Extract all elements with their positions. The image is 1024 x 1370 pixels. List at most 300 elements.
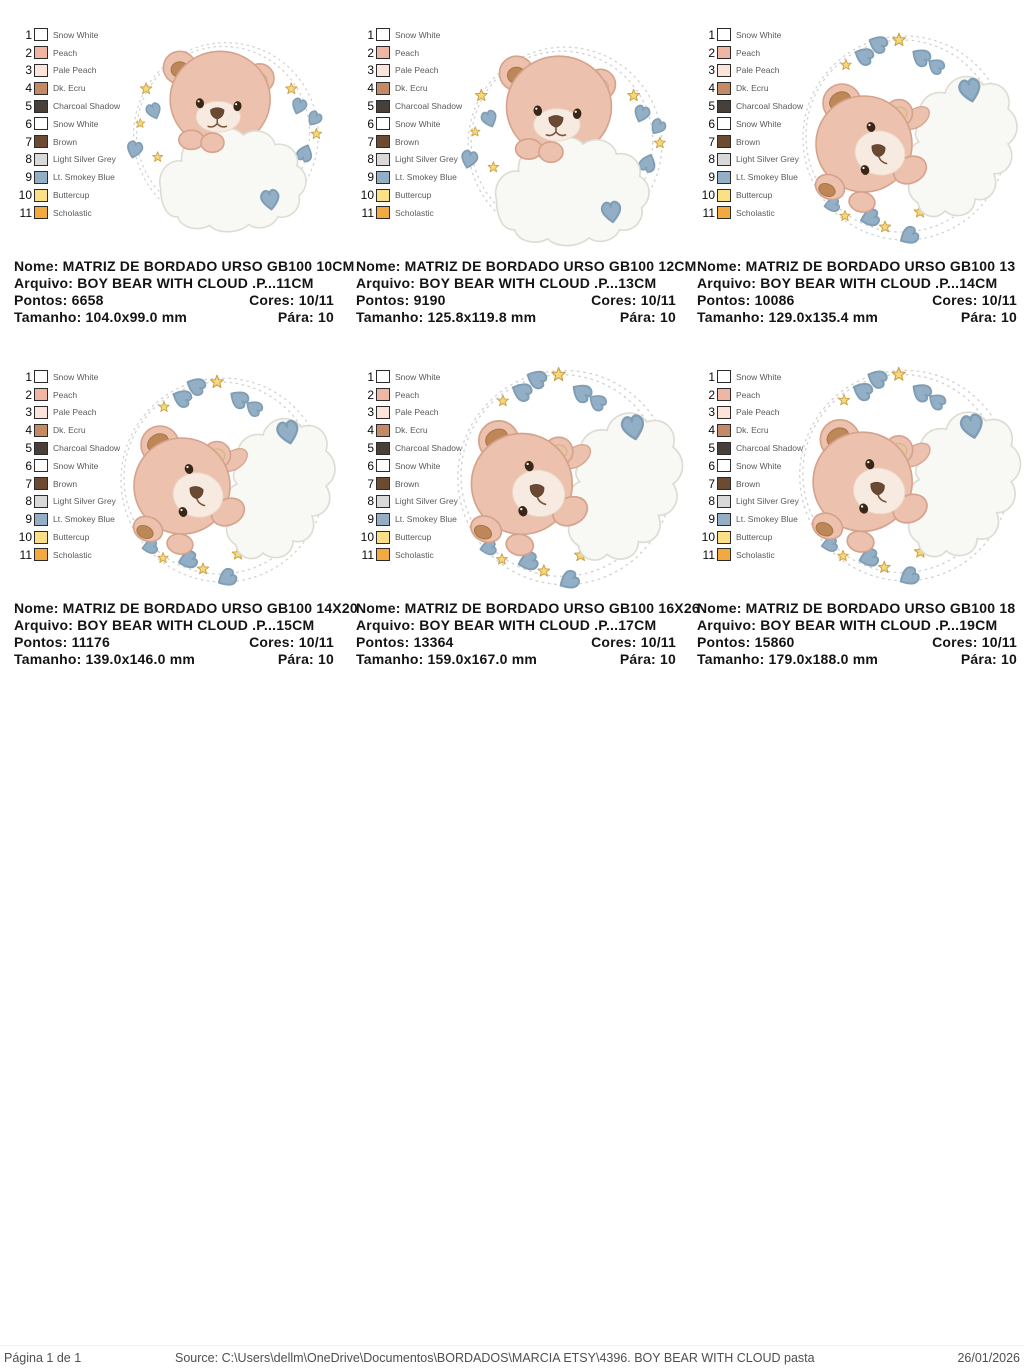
design-size <box>356 309 536 326</box>
thread-color-name: Peach <box>395 389 420 400</box>
thread-number: 9 <box>708 170 715 185</box>
thread-color-name: Light Silver Grey <box>736 496 799 507</box>
thread-color-name: Lt. Smokey Blue <box>395 514 457 525</box>
stop-count <box>278 651 334 668</box>
stitch-count <box>14 634 110 651</box>
thread-color-swatch <box>717 495 731 508</box>
thread-color-name: Lt. Smokey Blue <box>53 514 115 525</box>
pontos-value: 11176 <box>71 634 110 650</box>
thread-color-swatch <box>717 442 731 455</box>
thread-color-swatch <box>717 424 731 437</box>
stop-count <box>961 651 1017 668</box>
thread-color-name: Snow White <box>53 118 99 129</box>
arquivo-label: Arquivo: <box>697 275 757 291</box>
thread-color-name: Scholastic <box>53 207 92 218</box>
stitch-count <box>356 292 446 309</box>
thread-color-swatch <box>376 388 390 401</box>
thread-color-swatch <box>34 388 48 401</box>
thread-color-name: Buttercup <box>736 532 773 543</box>
thread-color-name: Dk. Ecru <box>736 425 769 436</box>
nome-label: Nome: <box>356 258 401 274</box>
thread-color-name: Snow White <box>736 460 782 471</box>
stitch-count <box>356 634 454 651</box>
size-stop-line <box>14 309 334 326</box>
file-name: BOY BEAR WITH CLOUD .P...11CM <box>77 275 314 291</box>
thread-number: 5 <box>708 99 715 114</box>
thread-color-swatch <box>34 206 48 219</box>
thread-number: 10 <box>360 530 374 545</box>
para-label: Pára: <box>277 309 314 325</box>
thread-color-swatch <box>717 548 731 561</box>
thread-color-name: Scholastic <box>736 549 775 560</box>
design-metadata <box>697 600 1017 668</box>
design-size <box>14 309 187 326</box>
file-name-line <box>697 617 1017 634</box>
embroidery-preview <box>788 360 1024 587</box>
cores-label: Cores: <box>591 634 637 650</box>
file-name-line <box>14 275 334 292</box>
cores-value: 10/11 <box>640 634 676 650</box>
thread-number: 1 <box>367 369 374 384</box>
design-size <box>356 651 537 668</box>
thread-color-swatch <box>376 424 390 437</box>
thread-number: 6 <box>708 116 715 131</box>
thread-number: 8 <box>708 494 715 509</box>
thread-number: 3 <box>708 405 715 420</box>
thread-number: 4 <box>367 81 374 96</box>
thread-color-name: Lt. Smokey Blue <box>736 514 798 525</box>
thread-color-name: Charcoal Shadow <box>395 443 463 454</box>
thread-color-swatch <box>34 82 48 95</box>
stitch-count <box>697 292 795 309</box>
thread-color-name: Peach <box>736 389 761 400</box>
design-metadata <box>356 258 697 326</box>
design-name: MATRIZ DE BORDADO URSO GB100 12CM <box>404 258 697 274</box>
thread-number: 3 <box>25 63 32 78</box>
cores-value: 10/11 <box>981 634 1017 650</box>
thread-color-swatch <box>717 189 731 202</box>
thread-number: 7 <box>367 476 374 491</box>
thread-color-swatch <box>717 153 731 166</box>
thread-color-swatch <box>376 153 390 166</box>
tamanho-label: Tamanho: <box>14 309 82 325</box>
thread-color-swatch <box>34 64 48 77</box>
thread-number: 8 <box>367 494 374 509</box>
arquivo-label: Arquivo: <box>356 617 416 633</box>
thread-color-swatch <box>717 82 731 95</box>
color-count <box>591 634 676 651</box>
design-name: MATRIZ DE BORDADO URSO GB100 13 <box>745 258 1016 274</box>
thread-color-name: Peach <box>53 389 78 400</box>
thread-color-swatch <box>34 513 48 526</box>
tamanho-label: Tamanho: <box>697 309 765 325</box>
thread-color-name: Lt. Smokey Blue <box>53 172 115 183</box>
thread-number: 4 <box>708 423 715 438</box>
thread-color-name: Peach <box>395 47 420 58</box>
stop-count <box>278 309 334 326</box>
pontos-label: Pontos: <box>697 634 751 650</box>
thread-color-name: Snow White <box>736 118 782 129</box>
thread-number: 4 <box>25 423 32 438</box>
thread-color-name: Dk. Ecru <box>53 425 86 436</box>
thread-color-swatch <box>34 424 48 437</box>
thread-color-swatch <box>717 64 731 77</box>
thread-color-swatch <box>34 153 48 166</box>
color-count <box>932 634 1017 651</box>
tamanho-value: 159.0x167.0 mm <box>427 651 537 667</box>
source-value: C:\Users\dellm\OneDrive\Documentos\BORDADOS\MARCIA ETSY\4396. BOY BEAR WITH CLOUD pasta <box>221 1351 815 1365</box>
stitch-count <box>14 292 104 309</box>
thread-color-name: Snow White <box>395 371 441 382</box>
thread-number: 5 <box>367 99 374 114</box>
color-count <box>932 292 1017 309</box>
para-value: 10 <box>1001 309 1017 325</box>
stitch-color-line <box>14 634 334 651</box>
bear-cloud-illustration <box>118 34 330 236</box>
thread-color-swatch <box>376 477 390 490</box>
tamanho-label: Tamanho: <box>356 651 424 667</box>
thread-color-name: Snow White <box>53 371 99 382</box>
design-size <box>697 651 878 668</box>
thread-color-name: Pale Peach <box>53 407 97 418</box>
thread-number: 8 <box>708 152 715 167</box>
tamanho-value: 179.0x188.0 mm <box>768 651 878 667</box>
thread-number: 1 <box>708 27 715 42</box>
thread-color-name: Light Silver Grey <box>53 496 116 507</box>
thread-color-swatch <box>717 28 731 41</box>
thread-color-name: Light Silver Grey <box>395 154 458 165</box>
design-size <box>14 651 195 668</box>
thread-color-name: Pale Peach <box>736 407 780 418</box>
pontos-value: 15860 <box>754 634 795 650</box>
thread-color-name: Charcoal Shadow <box>53 101 121 112</box>
file-name: BOY BEAR WITH CLOUD .P...17CM <box>419 617 657 633</box>
thread-color-swatch <box>717 513 731 526</box>
thread-color-swatch <box>34 100 48 113</box>
nome-label: Nome: <box>697 258 742 274</box>
thread-number: 11 <box>19 547 32 562</box>
thread-color-swatch <box>376 513 390 526</box>
thread-color-name: Pale Peach <box>395 65 439 76</box>
thread-color-swatch <box>717 477 731 490</box>
thread-number: 10 <box>360 188 374 203</box>
nome-label: Nome: <box>697 600 742 616</box>
thread-color-swatch <box>376 82 390 95</box>
pontos-label: Pontos: <box>356 292 410 308</box>
thread-color-name: Brown <box>395 478 420 489</box>
thread-number: 8 <box>25 152 32 167</box>
tamanho-value: 104.0x99.0 mm <box>85 309 188 325</box>
thread-number: 6 <box>25 458 32 473</box>
thread-color-swatch <box>376 46 390 59</box>
file-name: BOY BEAR WITH CLOUD .P...14CM <box>760 275 998 291</box>
thread-color-swatch <box>717 100 731 113</box>
thread-number: 3 <box>367 63 374 78</box>
thread-number: 5 <box>25 441 32 456</box>
thread-number: 5 <box>367 441 374 456</box>
size-stop-line <box>14 651 334 668</box>
cores-value: 10/11 <box>981 292 1017 308</box>
pontos-value: 10086 <box>754 292 795 308</box>
thread-color-name: Light Silver Grey <box>736 154 799 165</box>
thread-number: 2 <box>708 45 715 60</box>
thread-color-name: Peach <box>736 47 761 58</box>
stitch-color-line <box>697 292 1017 309</box>
arquivo-label: Arquivo: <box>14 275 74 291</box>
thread-color-swatch <box>717 370 731 383</box>
size-stop-line <box>356 651 676 668</box>
pontos-label: Pontos: <box>14 292 68 308</box>
size-stop-line <box>356 309 676 326</box>
thread-number: 11 <box>361 205 374 220</box>
bear-cloud-illustration <box>446 360 688 591</box>
thread-color-name: Dk. Ecru <box>736 83 769 94</box>
nome-label: Nome: <box>356 600 401 616</box>
pontos-label: Pontos: <box>697 292 751 308</box>
thread-color-name: Buttercup <box>736 190 773 201</box>
thread-number: 4 <box>25 81 32 96</box>
thread-color-name: Brown <box>395 136 420 147</box>
thread-color-swatch <box>376 459 390 472</box>
para-label: Pára: <box>619 651 656 667</box>
thread-color-name: Buttercup <box>395 190 432 201</box>
thread-color-swatch <box>376 100 390 113</box>
design-panel <box>697 26 1024 360</box>
thread-number: 10 <box>701 188 715 203</box>
thread-color-name: Snow White <box>395 118 441 129</box>
file-name-line <box>356 617 676 634</box>
thread-color-name: Snow White <box>53 29 99 40</box>
thread-color-name: Snow White <box>736 29 782 40</box>
thread-number: 11 <box>702 205 715 220</box>
design-metadata <box>14 258 355 326</box>
design-name: MATRIZ DE BORDADO URSO GB100 14X20 <box>62 600 358 616</box>
thread-color-name: Brown <box>53 136 78 147</box>
thread-color-swatch <box>376 117 390 130</box>
file-name: BOY BEAR WITH CLOUD .P...19CM <box>760 617 998 633</box>
thread-color-name: Dk. Ecru <box>53 83 86 94</box>
thread-color-swatch <box>376 189 390 202</box>
bear-cloud-illustration <box>792 26 1022 246</box>
thread-color-swatch <box>376 495 390 508</box>
design-name-line <box>697 600 1017 617</box>
thread-color-swatch <box>717 46 731 59</box>
thread-color-name: Charcoal Shadow <box>736 101 804 112</box>
tamanho-label: Tamanho: <box>356 309 424 325</box>
design-name-line <box>356 600 700 617</box>
tamanho-value: 139.0x146.0 mm <box>85 651 195 667</box>
thread-color-name: Buttercup <box>53 532 90 543</box>
cores-label: Cores: <box>249 292 295 308</box>
para-value: 10 <box>1001 651 1017 667</box>
bear-cloud-illustration <box>788 360 1024 587</box>
thread-number: 9 <box>25 170 32 185</box>
thread-color-name: Buttercup <box>53 190 90 201</box>
bear-cloud-illustration <box>110 368 340 588</box>
thread-color-swatch <box>376 28 390 41</box>
thread-color-swatch <box>717 388 731 401</box>
thread-color-swatch <box>34 477 48 490</box>
thread-color-swatch <box>376 442 390 455</box>
stitch-color-line <box>356 292 676 309</box>
thread-number: 2 <box>367 387 374 402</box>
file-name: BOY BEAR WITH CLOUD .P...13CM <box>419 275 657 291</box>
thread-color-swatch <box>717 459 731 472</box>
design-size <box>697 309 878 326</box>
thread-color-swatch <box>376 206 390 219</box>
pontos-label: Pontos: <box>14 634 68 650</box>
design-metadata <box>697 258 1017 326</box>
color-count <box>591 292 676 309</box>
thread-color-name: Peach <box>53 47 78 58</box>
thread-number: 5 <box>25 99 32 114</box>
thread-color-swatch <box>376 370 390 383</box>
thread-color-swatch <box>717 171 731 184</box>
thread-number: 6 <box>708 458 715 473</box>
thread-color-name: Pale Peach <box>395 407 439 418</box>
design-name-line <box>14 600 358 617</box>
stop-count <box>620 651 676 668</box>
thread-number: 9 <box>25 512 32 527</box>
thread-number: 6 <box>367 458 374 473</box>
thread-color-name: Snow White <box>395 29 441 40</box>
thread-color-name: Light Silver Grey <box>395 496 458 507</box>
thread-number: 9 <box>367 170 374 185</box>
cores-value: 10/11 <box>298 292 334 308</box>
thread-color-swatch <box>34 28 48 41</box>
bear-cloud-illustration <box>452 38 674 250</box>
thread-number: 7 <box>367 134 374 149</box>
thread-color-name: Light Silver Grey <box>53 154 116 165</box>
thread-number: 8 <box>367 152 374 167</box>
thread-color-name: Snow White <box>736 371 782 382</box>
design-panel <box>14 368 356 702</box>
para-label: Pára: <box>619 309 656 325</box>
thread-color-name: Brown <box>736 478 761 489</box>
size-stop-line <box>697 651 1017 668</box>
thread-number: 1 <box>708 369 715 384</box>
design-metadata <box>356 600 700 668</box>
thread-color-swatch <box>34 495 48 508</box>
thread-number: 4 <box>367 423 374 438</box>
thread-color-name: Charcoal Shadow <box>395 101 463 112</box>
thread-color-swatch <box>376 531 390 544</box>
page-footer <box>0 1349 1024 1369</box>
design-panel <box>356 368 698 702</box>
design-name: MATRIZ DE BORDADO URSO GB100 10CM <box>62 258 355 274</box>
thread-color-swatch <box>34 117 48 130</box>
design-name-line <box>356 258 697 275</box>
para-label: Pára: <box>960 309 997 325</box>
design-panel <box>356 26 698 360</box>
thread-color-swatch <box>717 117 731 130</box>
thread-color-swatch <box>34 171 48 184</box>
para-label: Pára: <box>960 651 997 667</box>
thread-color-name: Dk. Ecru <box>395 83 428 94</box>
thread-color-swatch <box>34 370 48 383</box>
pontos-value: 9190 <box>413 292 446 308</box>
thread-color-name: Scholastic <box>395 207 434 218</box>
thread-number: 1 <box>25 369 32 384</box>
thread-number: 3 <box>367 405 374 420</box>
stitch-color-line <box>14 292 334 309</box>
thread-color-name: Charcoal Shadow <box>53 443 121 454</box>
embroidery-preview <box>118 34 330 236</box>
thread-color-name: Brown <box>53 478 78 489</box>
thread-color-name: Dk. Ecru <box>395 425 428 436</box>
stop-count <box>961 309 1017 326</box>
thread-color-swatch <box>34 459 48 472</box>
file-name-line <box>356 275 676 292</box>
embroidery-preview <box>452 38 674 250</box>
design-name-line <box>14 258 355 275</box>
thread-number: 9 <box>367 512 374 527</box>
design-name: MATRIZ DE BORDADO URSO GB100 18 <box>745 600 1016 616</box>
thread-number: 7 <box>25 134 32 149</box>
design-panel <box>697 368 1024 702</box>
thread-number: 1 <box>25 27 32 42</box>
thread-color-swatch <box>376 171 390 184</box>
thread-number: 2 <box>367 45 374 60</box>
thread-color-name: Snow White <box>53 460 99 471</box>
tamanho-label: Tamanho: <box>14 651 82 667</box>
para-value: 10 <box>660 309 676 325</box>
thread-color-swatch <box>717 206 731 219</box>
thread-color-name: Pale Peach <box>736 65 780 76</box>
para-value: 10 <box>318 309 334 325</box>
thread-number: 2 <box>25 45 32 60</box>
cores-label: Cores: <box>932 292 978 308</box>
tamanho-label: Tamanho: <box>697 651 765 667</box>
thread-color-name: Buttercup <box>395 532 432 543</box>
thread-number: 2 <box>708 387 715 402</box>
thread-color-swatch <box>376 64 390 77</box>
page-number: Página 1 de 1 <box>4 1351 82 1365</box>
design-name: MATRIZ DE BORDADO URSO GB100 16X26 <box>404 600 700 616</box>
cores-value: 10/11 <box>298 634 334 650</box>
thread-number: 7 <box>708 134 715 149</box>
thread-color-swatch <box>34 189 48 202</box>
thread-color-swatch <box>34 46 48 59</box>
stop-count <box>620 309 676 326</box>
thread-number: 2 <box>25 387 32 402</box>
design-metadata <box>14 600 358 668</box>
thread-number: 11 <box>19 205 32 220</box>
thread-color-name: Scholastic <box>53 549 92 560</box>
thread-color-swatch <box>34 531 48 544</box>
thread-number: 7 <box>708 476 715 491</box>
stitch-color-line <box>356 634 676 651</box>
para-value: 10 <box>318 651 334 667</box>
thread-number: 6 <box>367 116 374 131</box>
thread-color-swatch <box>376 135 390 148</box>
thread-number: 4 <box>708 81 715 96</box>
cores-label: Cores: <box>591 292 637 308</box>
color-count <box>249 292 334 309</box>
thread-color-name: Snow White <box>395 460 441 471</box>
print-date: 26/01/2026 <box>957 1351 1020 1365</box>
thread-number: 7 <box>25 476 32 491</box>
thread-color-swatch <box>717 531 731 544</box>
thread-number: 5 <box>708 441 715 456</box>
para-label: Pára: <box>277 651 314 667</box>
para-value: 10 <box>660 651 676 667</box>
stitch-count <box>697 634 795 651</box>
thread-number: 11 <box>361 547 374 562</box>
pontos-label: Pontos: <box>356 634 410 650</box>
thread-color-swatch <box>34 135 48 148</box>
thread-color-swatch <box>376 548 390 561</box>
